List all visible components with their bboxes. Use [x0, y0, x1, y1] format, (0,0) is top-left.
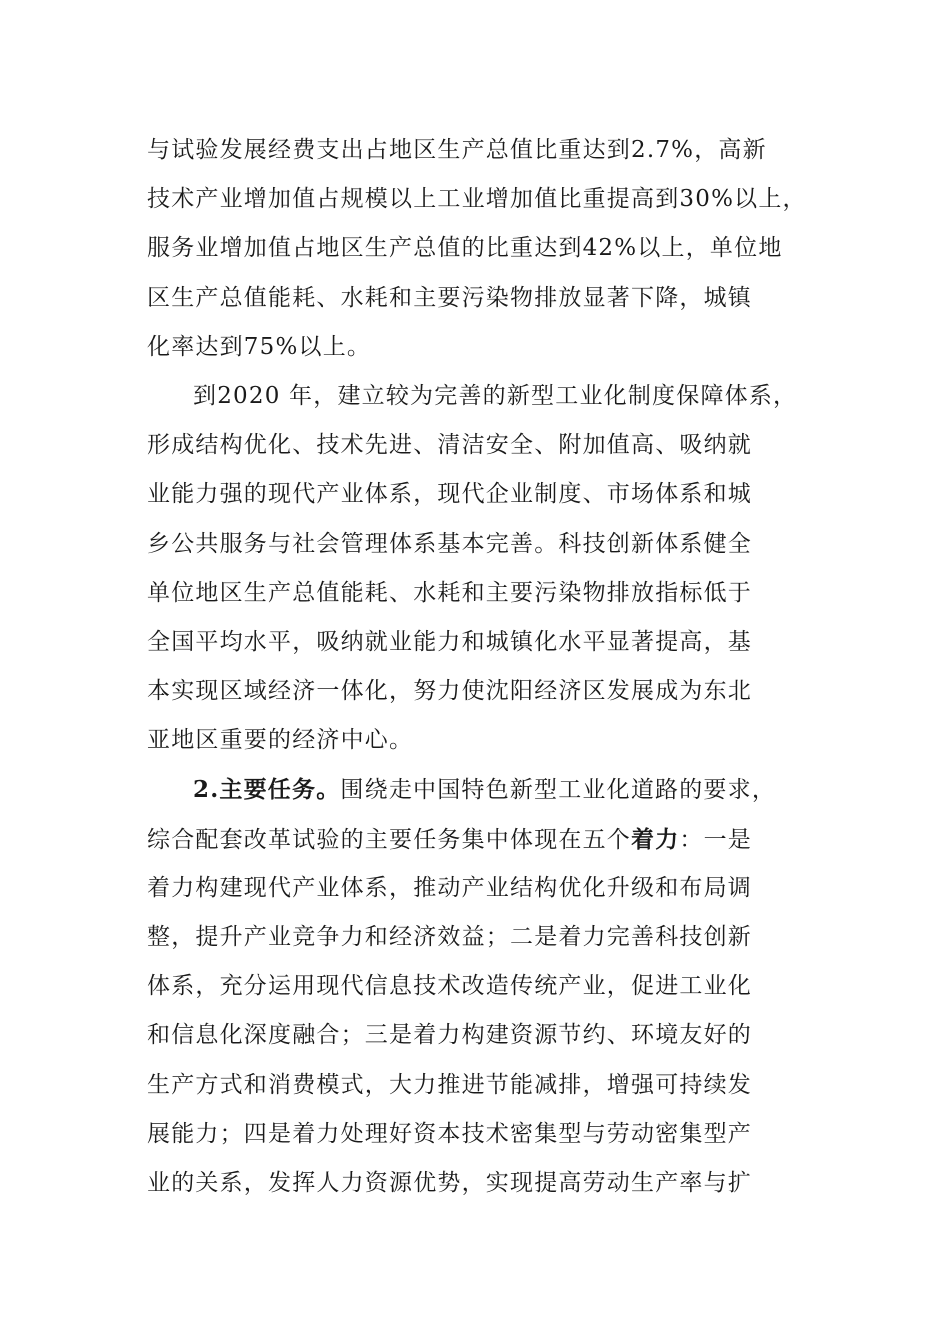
paragraph-2-line: 乡公共服务与社会管理体系基本完善。科技创新体系健全 [147, 530, 752, 557]
paragraph-2-line: 业能力强的现代产业体系，现代企业制度、市场体系和城 [147, 481, 752, 508]
paragraph-1-line: 区生产总值能耗、水耗和主要污染物排放显著下降，城镇 [147, 284, 752, 311]
paragraph-3-line: 展能力；四是着力处理好资本技术密集型与劳动密集型产 [147, 1120, 752, 1147]
paragraph-2-line: 亚地区重要的经济中心。 [147, 727, 414, 754]
paragraph-2-line: 形成结构优化、技术先进、清洁安全、附加值高、吸纳就 [147, 432, 752, 459]
paragraph-3-line [147, 765, 807, 814]
paragraph-2-line: 全国平均水平，吸纳就业能力和城镇化水平显著提高，基 [147, 628, 752, 655]
paragraph-1-line: 与试验发展经费支出占地区生产总值比重达到2.7%，高新 [147, 137, 767, 163]
paragraph-3-line: 业的关系，发挥人力资源优势，实现提高劳动生产率与扩 [147, 1169, 752, 1196]
section-heading: 2.主要任务。 [193, 776, 341, 804]
paragraph-3-line: 生产方式和消费模式，大力推进节能减排，增强可持续发 [147, 1071, 752, 1098]
paragraph-3-text: 综合配套改革试验的主要任务集中体现在五个 [147, 826, 631, 853]
paragraph-3-text: 围绕走中国特色新型工业化道路的要求， [340, 777, 777, 804]
paragraph-2-line: 到2020 年，建立较为完善的新型工业化制度保障体系， [193, 382, 798, 409]
paragraph-3-text: ：一是 [679, 826, 753, 853]
paragraph-1-line: 技术产业增加值占规模以上工业增加值比重提高到30%以上， [147, 186, 807, 213]
paragraph-3-line: 着力构建现代产业体系，推动产业结构优化升级和布局调 [147, 874, 752, 901]
paragraph-3-line [147, 815, 807, 864]
paragraph-2-line: 单位地区生产总值能耗、水耗和主要污染物排放指标低于 [147, 579, 752, 606]
paragraph-3-line: 和信息化深度融合；三是着力构建资源节约、环境友好的 [147, 1022, 752, 1049]
paragraph-1-line: 化率达到75%以上。 [147, 333, 372, 360]
document-body [147, 126, 807, 1208]
paragraph-2-line: 本实现区域经济一体化，努力使沈阳经济区发展成为东北 [147, 678, 752, 705]
emphasis-text: 着力 [631, 825, 680, 853]
paragraph-3-line: 体系，充分运用现代信息技术改造传统产业，促进工业化 [147, 973, 752, 1000]
paragraph-1-line: 服务业增加值占地区生产总值的比重达到42%以上，单位地 [147, 235, 783, 262]
paragraph-3-line: 整，提升产业竞争力和经济效益；二是着力完善科技创新 [147, 924, 752, 950]
